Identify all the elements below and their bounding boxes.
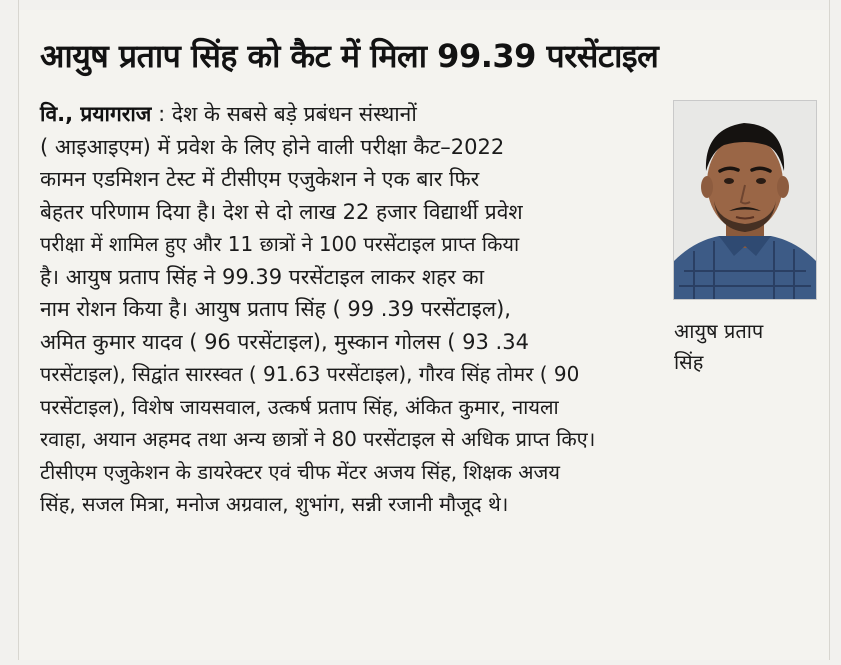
photo-caption (674, 316, 814, 378)
body-line-11: रवाहा, अयान अहमद तथा अन्य छात्रों ने 80 परसेंटाइल से अधिक प्राप्त किए। (40, 427, 596, 451)
body-line-5: परीक्षा में शामिल हुए और 11 छात्रों ने 100 परसेंटाइल प्राप्त किया (40, 232, 520, 256)
article-body (40, 98, 660, 521)
body-line-1 (40, 98, 660, 131)
article-headline: आयुष प्रताप सिंह को कैट में मिला 99.39 परसेंटाइल (40, 37, 659, 75)
body-line-3: कामन एडमिशन टेस्ट में टीसीएम एजुकेशन ने एक बार फिर (40, 167, 480, 191)
portrait-photo (673, 100, 817, 300)
body-line-12: टीसीएम एजुकेशन के डायरेक्टर एवं चीफ मेंटर अजय सिंह, शिक्षक अजय (40, 459, 560, 484)
body-line-10: परसेंटाइल), विशेष जायसवाल, उत्कर्ष प्रताप सिंह, अंकित कुमार, नायला (40, 394, 559, 419)
top-border (18, 0, 830, 10)
portrait-illustration (674, 101, 816, 299)
body-line-13: सिंह, सजल मित्रा, मनोज अग्रवाल, शुभांग, सन्नी रजानी मौजूद थे। (40, 492, 509, 516)
body-line-7: नाम रोशन किया है। आयुष प्रताप सिंह ( 99 .39 परसेंटाइल), (40, 297, 511, 321)
body-line-4: बेहतर परिणाम दिया है। देश से दो लाख 22 हजार विद्यार्थी प्रवेश (40, 199, 523, 224)
body-line-1-text: : देश के सबसे बड़े प्रबंधन संस्थानों (151, 102, 417, 126)
body-line-8: अमित कुमार यादव ( 96 परसेंटाइल), मुस्कान गोलस ( 93 .34 (40, 329, 529, 354)
photo-caption-line-2: सिंह (674, 350, 704, 374)
body-line-9: परसेंटाइल), सिद्वांत सारस्वत ( 91.63 परसेंटाइल), गौरव सिंह तोमर ( 90 (40, 362, 580, 386)
body-line-6: है। आयुष प्रताप सिंह ने 99.39 परसेंटाइल लाकर शहर का (40, 264, 485, 289)
body-line-2: ( आइआइएम) में प्रवेश के लिए होने वाली परीक्षा कैट–2022 (40, 134, 505, 159)
photo-caption-line-1: आयुष प्रताप (674, 319, 764, 343)
article-dateline: वि., प्रयागराज (40, 102, 152, 126)
